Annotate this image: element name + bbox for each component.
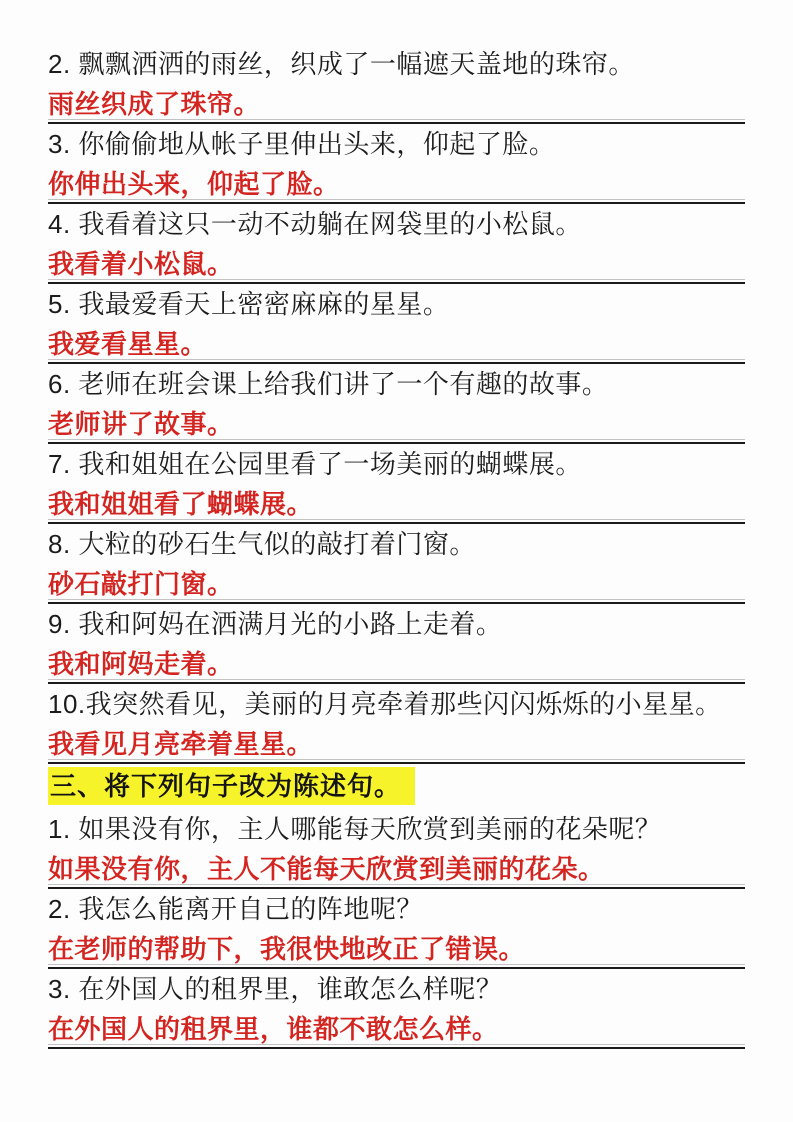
- exercise-item: [48, 44, 745, 124]
- answer-text: 在老师的帮助下，我很快地改正了错误。: [48, 934, 526, 964]
- answer-text: 我看见月亮牵着星星。: [48, 729, 314, 759]
- answer-row: [48, 644, 745, 684]
- question-text: 9. 我和阿妈在洒满月光的小路上走着。: [48, 609, 503, 639]
- question-text: 5. 我最爱看天上密密麻麻的星星。: [48, 289, 450, 319]
- answer-text: 老师讲了故事。: [48, 409, 234, 439]
- answer-row: [48, 1009, 745, 1049]
- section-heading: 三、将下列句子改为陈述句。: [48, 767, 415, 805]
- answer-text: 砂石敲打门窗。: [48, 569, 234, 599]
- exercise-item: [48, 284, 745, 364]
- exercise-item: [48, 889, 745, 969]
- answer-text: 我爱看星星。: [48, 329, 208, 359]
- exercise-item: [48, 124, 745, 204]
- answer-text: 我看着小松鼠。: [48, 249, 234, 279]
- answer-row: [48, 164, 745, 204]
- question-text: 3. 你偷偷地从帐子里伸出头来，仰起了脸。: [48, 129, 556, 159]
- answer-text: 我和姐姐看了蝴蝶展。: [48, 489, 314, 519]
- exercise-item: [48, 364, 745, 444]
- question-text: 6. 老师在班会课上给我们讲了一个有趣的故事。: [48, 369, 609, 399]
- question-text: 1. 如果没有你，主人哪能每天欣赏到美丽的花朵呢？: [48, 814, 662, 844]
- answer-text: 我和阿妈走着。: [48, 649, 234, 679]
- answer-text: 如果没有你，主人不能每天欣赏到美丽的花朵。: [48, 854, 605, 884]
- exercise-item: [48, 969, 745, 1049]
- question-text: 10.我突然看见，美丽的月亮牵着那些闪闪烁烁的小星星。: [48, 689, 722, 719]
- answer-text: 在外国人的租界里，谁都不敢怎么样。: [48, 1014, 499, 1044]
- answer-row: [48, 404, 745, 444]
- exercise-item: [48, 684, 745, 764]
- exercise-item: [48, 444, 745, 524]
- answer-row: [48, 484, 745, 524]
- question-text: 8. 大粒的砂石生气似的敲打着门窗。: [48, 529, 476, 559]
- answer-text: 你伸出头来，仰起了脸。: [48, 169, 340, 199]
- exercise-item: [48, 604, 745, 684]
- answer-row: [48, 724, 745, 764]
- question-text: 3. 在外国人的租界里，谁敢怎么样呢？: [48, 974, 503, 1004]
- answer-row: [48, 849, 745, 889]
- answer-row: [48, 564, 745, 604]
- answer-row: [48, 929, 745, 969]
- answer-underline: [48, 1044, 745, 1049]
- answer-row: [48, 324, 745, 364]
- exercise-item: [48, 204, 745, 284]
- answer-row: [48, 244, 745, 284]
- question-text: 7. 我和姐姐在公园里看了一场美丽的蝴蝶展。: [48, 449, 582, 479]
- section-heading-row: [48, 767, 745, 805]
- answer-row: [48, 84, 745, 124]
- question-text: 2. 飘飘洒洒的雨丝，织成了一幅遮天盖地的珠帘。: [48, 49, 635, 79]
- exercise-item: [48, 809, 745, 889]
- answer-text: 雨丝织成了珠帘。: [48, 89, 261, 119]
- answer-underline: [48, 759, 745, 764]
- exercise-item: [48, 524, 745, 604]
- question-text: 4. 我看着这只一动不动躺在网袋里的小松鼠。: [48, 209, 582, 239]
- question-text: 2. 我怎么能离开自己的阵地呢？: [48, 894, 423, 924]
